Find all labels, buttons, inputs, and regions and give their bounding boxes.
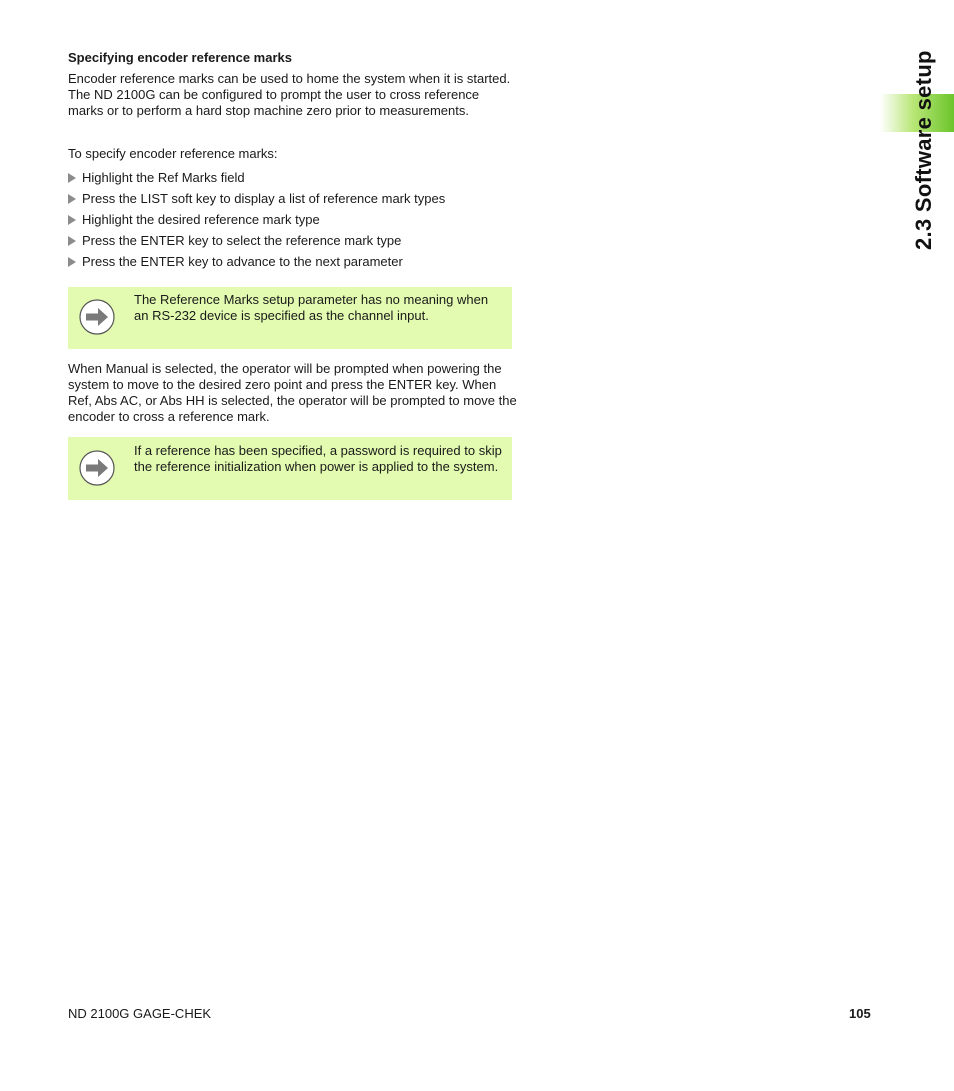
footer-product: ND 2100G GAGE-CHEK xyxy=(68,1006,212,1021)
triangle-bullet-icon xyxy=(68,194,76,204)
list-item xyxy=(68,212,445,233)
arrow-right-icon xyxy=(79,450,115,486)
section-title: 2.3 Software setup xyxy=(911,50,936,250)
note-text: The Reference Marks setup parameter has no meaning when an RS-232 device is specified as the channel input. xyxy=(134,292,489,323)
step-text: Press the ENTER key to advance to the next parameter xyxy=(82,254,403,269)
list-item xyxy=(68,254,445,275)
step-text: Press the LIST soft key to display a list of reference mark types xyxy=(82,191,446,206)
step-text: Highlight the desired reference mark type xyxy=(82,212,320,227)
triangle-bullet-icon xyxy=(68,236,76,246)
list-item xyxy=(68,191,445,212)
note-box xyxy=(68,437,512,500)
step-text: Press the ENTER key to select the reference mark type xyxy=(82,233,402,248)
list-item xyxy=(68,170,445,191)
step-list xyxy=(68,170,445,275)
section-heading: Specifying encoder reference marks xyxy=(68,50,292,65)
triangle-bullet-icon xyxy=(68,173,76,183)
lead-in-paragraph: To specify encoder reference marks: xyxy=(68,146,278,161)
manual-paragraph: When Manual is selected, the operator will be prompted when powering the system to move to the desired zero point and press the ENTER key. When Ref, Abs AC, or Abs HH is selected, the operator will be prompted to move the encoder to cross a reference mark. xyxy=(68,361,517,424)
note-box xyxy=(68,287,512,349)
arrow-right-icon xyxy=(79,299,115,335)
note-text: If a reference has been specified, a password is required to skip the reference initialization when power is applied to the system. xyxy=(134,443,502,474)
triangle-bullet-icon xyxy=(68,215,76,225)
page-number: 105 xyxy=(849,1006,871,1021)
step-text: Highlight the Ref Marks field xyxy=(82,170,245,185)
intro-paragraph: Encoder reference marks can be used to home the system when it is started. The ND 2100G can be configured to prompt the user to cross reference marks or to perform a hard stop machine zero prior to measurements. xyxy=(68,71,511,118)
triangle-bullet-icon xyxy=(68,257,76,267)
list-item xyxy=(68,233,445,254)
